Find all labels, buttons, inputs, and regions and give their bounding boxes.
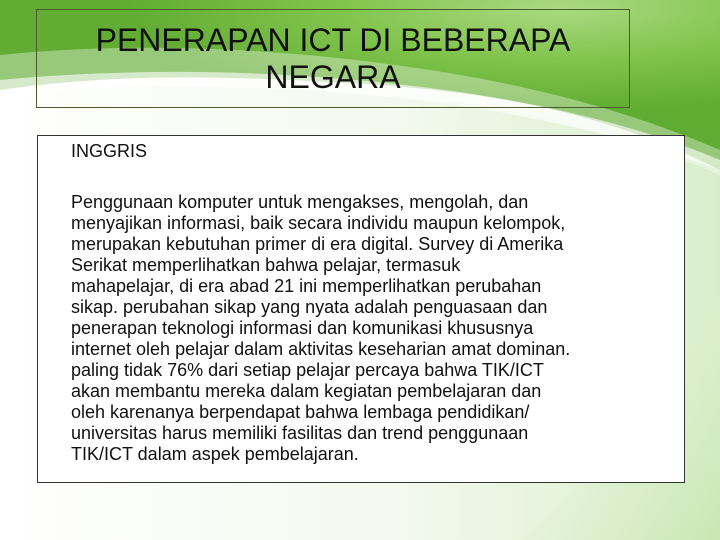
- content-box: [37, 135, 685, 483]
- body-paragraph: Penggunaan komputer untuk mengakses, mengolah, dan menyajikan informasi, baik secara individu maupun kelompok, merupakan kebutuhan primer di era digital. Survey di Amerika Serikat memperlihatkan bahwa pelajar, termasuk mahapelajar, di era abad 21 ini memperlihatkan perubahan sikap. perubahan sikap yang nyata adalah penguasaan dan penerapan teknologi informasi dan komunikasi khususnya internet oleh pelajar dalam aktivitas keseharian amat dominan. paling tidak 76% dari setiap pelajar percaya bahwa TIK/ICT akan membantu mereka dalam kegiatan pembelajaran dan oleh karenanya berpendapat bahwa lembaga pendidikan/ universitas harus memiliki fasilitas dan trend penggunaan TIK/ICT dalam aspek pembelajaran.: [71, 192, 571, 464]
- slide-title: PENERAPAN ICT DI BEBERAPA NEGARA: [95, 21, 571, 95]
- section-heading: INGGRIS: [71, 141, 148, 161]
- title-box: [36, 9, 630, 108]
